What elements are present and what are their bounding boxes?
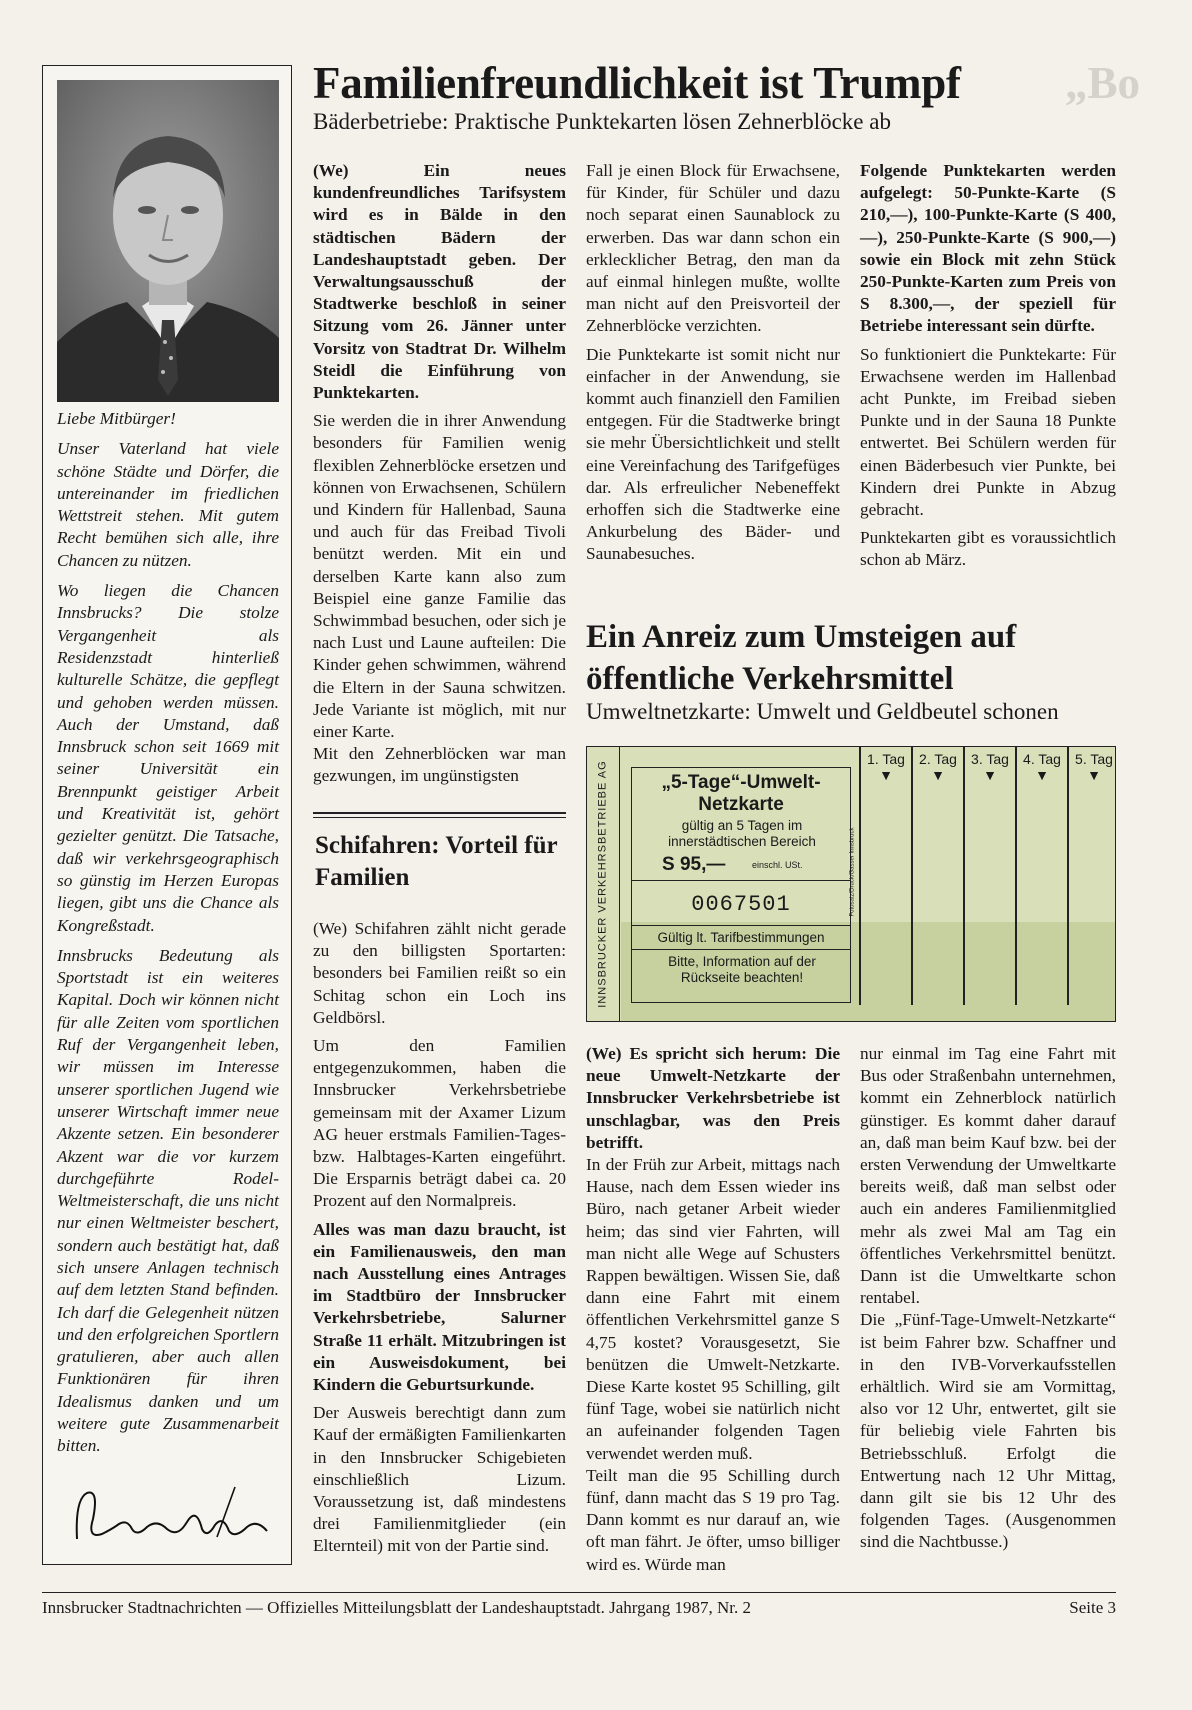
ticket-day-divider [859, 747, 861, 1005]
letter-paragraph: Wo liegen die Chancen Innsbrucks? Die stolze Vergangenheit als Residenzstadt hinterließ kulturelle Schätze, die gepflegt und gehoben werden müssen. Auch der Umstand, daß Innsbruck schon seit 1669 mit seiner Universität ein Brennpunkt geistiger Arbeit und Kreativität ist, gehört gezielter genützt. Die Tatsache, daß wir verkehrsgeographisch so günstig im Herzen Europas liegen, gibt uns die Chance als Kongreßstadt. [57, 581, 279, 935]
article1-body: Sie werden die in ihrer Anwendung besonders für Familien wenig flexiblen Zehnerblöcke ersetzen und können von Erwachsenen, Schülern und Kindern für Hallenbad, Sauna und auch für das Freibad Tivoli benützt werden. Mit ein und derselben Karte kann also zum Beispiel eine ganze Familie das Schwimmbad besuchen, oder sich je nach Lust und Laune aufteilen: Die Kinder gehen schwimmen, während die Eltern in der Sauna schwitzen. Jede Variante ist möglich, mit nur einer Karte. [313, 411, 566, 742]
article1-column3 [860, 160, 1116, 578]
article3-paragraph: nur einmal im Tag eine Fahrt mit Bus oder Straßenbahn unternehmen, kommt ein Zehnerblock natürlich günstiger. Es kommt daher darauf an, daß man beim Kauf bzw. bei der ersten Verwendung der Umweltkarte bereits weiß, daß man selbst oder auch ein anderes Familienmitglied mehr als zwei Mal am Tag ein öffentliches Verkehrsmittel benützt. Dann ist die Umweltkarte schon rentabel. [860, 1044, 1116, 1308]
ticket-day-fields [845, 747, 1117, 1021]
page-footer [42, 1597, 1116, 1619]
ticket-title: „5-Tage“-Umwelt-Netzkarte [661, 772, 821, 815]
footer-rule [42, 1592, 1116, 1593]
article1-paragraph: Die Punktekarte ist somit nicht nur einfacher in der Anwendung, sie kommt auch finanziell den Familien entgegen. Für die Stadtwerke bringt sie mehr Übersichtlichkeit und stellt eine Vereinfachung des Tarifgefüges dar. Als erfreulicher Nebeneffekt erhoffen sich die Stadtwerke eine Ankurbelung des Bäder- und Saunabesuches. [586, 344, 840, 564]
mayor-sidebar [42, 65, 292, 1565]
article2-paragraph: (We) Schifahren zählt nicht gerade zu den billigsten Sportarten: besonders bei Familien reißt so ein Schitag schon ein Loch ins Geldbörsl. [313, 919, 566, 1027]
article3-paragraph: In der Früh zur Arbeit, mittags nach Hause, nach dem Essen wieder ins Büro, nach getaner Arbeit wieder heim; das sind vier Fahrten, will man nicht alle Wege auf Schusters Rappen bewältigen. Wissen Sie, daß dann eine Fahrt mit einem öffentlichen Verkehrsmittel ganze S 4,75 kostet? Vorausgesetzt, Sie benützen die Umwelt-Netzkarte. Diese Karte kostet 95 Schilling, gilt fünf Tage, wobei sie natürlich nicht an aufeinander folgenden Tagen verwendet werden muß. [586, 1155, 840, 1463]
ticket-day-label: 5. Tag [1075, 751, 1113, 767]
ticket-day-label: 1. Tag [867, 751, 905, 767]
article1-lead: (We) Ein neues kundenfreundliches Tarifsystem wird es in Bälde in den städtischen Bädern der Landeshauptstadt geben. Der Verwaltungsausschuß der Stadtwerke beschloß in seiner Sitzung vom 26. Jänner unter Vorsitz von Stadtrat Dr. Wilhelm Steidl die Einführung von Punktekarten. [313, 161, 566, 403]
ticket-day-label: 3. Tag [971, 751, 1009, 767]
ticket-day-arrow-icon: ▼ [1087, 767, 1101, 783]
ghost-headline: „Bo [1065, 58, 1141, 108]
article2-paragraph: Der Ausweis berechtigt dann zum Kauf der ermäßigten Familienkarten in den Innsbrucker Schigebieten einschließlich Lizum. Voraussetzung ist, daß mindestens drei Familienmitglieder (ein Elternteil) mit von der Partie sind. [313, 1403, 566, 1556]
article1-paragraph: Fall je einen Block für Erwachsene, für Kinder, für Schüler und dazu noch separat einen Saunablock zu erwerben. Das war dann schon ein erklecklicher Betrag, den man da auf einmal hinlegen mußte, wollte man nicht auf den Preisvorteil der Zehnerblöcke verzichten. [586, 161, 840, 336]
letter-greeting: Liebe Mitbürger! [57, 409, 176, 428]
article3-column2 [860, 1043, 1116, 1560]
article2-paragraph: Um den Familien entgegenzukommen, haben die Innsbrucker Verkehrsbetriebe gemeinsam mit der Axamer Lizum AG heuer erstmals Familien-Tages- bzw. Halbtages-Karten eingeführt. Die Ersparnis beträgt dabei ca. 20 Prozent auf den Normalpreis. [313, 1036, 566, 1211]
ticket-price: S 95,— [662, 854, 726, 875]
article3-lead: (We) Es spricht sich herum: Die neue Umwelt-Netzkarte der Innsbrucker Verkehrsbetriebe ist unschlagbar, was den Preis betrifft. [586, 1044, 840, 1152]
divider [313, 812, 566, 814]
ticket-validity: gültig an 5 Tagen im innerstädtischen Bereich [668, 818, 816, 849]
ticket-day-divider [1015, 747, 1017, 1005]
ticket-printer: Fotosatz/Druck/Gasser Innsbruck [850, 827, 856, 917]
ticket-price-note: einschl. USt. [752, 860, 803, 870]
ticket-number: 0067501 [691, 892, 791, 917]
article1-body-continued: Mit den Zehnerblöcken war man gezwungen, im ungünstigsten [313, 744, 566, 786]
article1-column1 [313, 160, 566, 794]
ticket-day-divider [963, 747, 965, 1005]
article3-paragraph: Teilt man die 95 Schilling durch fünf, dann macht das S 19 pro Tag. Dann kommt es nur darauf an, wie oft man fährt. Je öfter, umso billiger wird es. Würde man [586, 1465, 840, 1574]
mayor-signature [57, 1479, 279, 1551]
punktekarten-prices: Folgende Punktekarten werden aufgelegt: 50-Punkte-Karte (S 210,—), 100-Punkte-Karte (S 400,—), 250-Punkte-Karte (S 900,—) sowie ein Block mit zehn Stück 250-Punkte-Karten zum Preis von S 8.300,—, der speziell für Betriebe interessant sein dürfte. [860, 161, 1116, 336]
divider [313, 817, 566, 818]
ticket-side-strip [587, 747, 619, 1021]
ticket-main-box [631, 767, 851, 1003]
page-number: Seite 3 [1069, 1598, 1116, 1617]
transit-subheadline: Umweltnetzkarte: Umwelt und Geldbeutel schonen [586, 699, 1059, 724]
ticket-info: Bitte, Information auf der Rückseite beachten! [668, 954, 816, 985]
mayor-portrait [57, 80, 279, 402]
ticket-day-arrow-icon: ▼ [931, 767, 945, 783]
footer-publication: Innsbrucker Stadtnachrichten — Offizielles Mitteilungsblatt der Landeshauptstadt. Jahrgang 1987, Nr. 2 [42, 1598, 751, 1617]
article1-paragraph: Punktekarten gibt es voraussichtlich schon ab März. [860, 528, 1116, 570]
article3-column1 [586, 1043, 840, 1582]
article2-paragraph: Alles was man dazu braucht, ist ein Familienausweis, den man nach Ausstellung eines Antrages im Stadtbüro der Innsbrucker Verkehrsbetriebe, Salurner Straße 11 erhält. Mitzubringen ist ein Ausweisdokument, bei Kindern die Geburtsurkunde. [313, 1219, 566, 1395]
article1-column2 [586, 160, 840, 572]
ticket-company: INNSBRUCKER VERKEHRSBETRIEBE AG [597, 760, 610, 1008]
ticket-day-arrow-icon: ▼ [983, 767, 997, 783]
umwelt-netzkarte-ticket [586, 746, 1116, 1022]
article2-body [313, 918, 566, 1564]
page-subheadline: Bäderbetriebe: Praktische Punktekarten lösen Zehnerblöcke ab [313, 109, 891, 134]
ski-headline: Schifahren: Vorteil für Familien [315, 832, 558, 891]
ticket-day-arrow-icon: ▼ [879, 767, 893, 783]
article3-paragraph: Die „Fünf-Tage-Umwelt-Netzkarte“ ist beim Fahrer bzw. Schaffner und in den IVB-Vorverkaufsstellen erhältlich. Wird sie am Vormittag, also vor 12 Uhr, entwertet, gilt sie für beliebig viele Fahrten bis Betriebsschluß. Erfolgt die Entwertung nach 12 Uhr Mittag, dann gilt sie bis 12 Uhr des folgenden Tages. (Ausgenommen sind die Nachtbusse.) [860, 1310, 1116, 1552]
page-headline: Familienfreundlichkeit ist Trumpf [313, 58, 961, 108]
article1-paragraph: So funktioniert die Punktekarte: Für Erwachsene werden im Hallenbad acht Punkte, im Freibad sieben Punkte und in der Sauna 18 Punkte entwertet. Bei Schülern werden für einen Bäderbesuch vier Punkte, bei Kindern drei Punkte in Abzug gebracht. [860, 344, 1116, 520]
ticket-day-divider [1067, 747, 1069, 1005]
transit-headline: Ein Anreiz zum Umsteigen auf öffentliche Verkehrsmittel [586, 619, 1017, 697]
ticket-day-arrow-icon: ▼ [1035, 767, 1049, 783]
letter-paragraph: Unser Vaterland hat viele schöne Städte und Dörfer, die untereinander im friedlichen Wettstreit stehen. Mit gutem Recht bemühen sich alle, ihre Chancen zu nützen. [57, 439, 279, 570]
mayor-letter [57, 408, 279, 1466]
ticket-day-divider [911, 747, 913, 1005]
letter-paragraph: Innsbrucks Bedeutung als Sportstadt ist ein weiteres Kapital. Doch wir können nicht für alle Zeiten vom sportlichen Ruf der Vergangenheit leben, wir müssen im Interesse unserer sportlichen Jugend wie unserer Wirtschaft immer neue Akzente setzen. Ein besonderer Akzent war die vor kurzem durchgeführte Rodel-Weltmeisterschaft, die uns nicht nur einen Weltmeister beschert, sondern auch bestätigt hat, daß sich unsere Anlagen technisch auf dem letzten Stand befinden. Ich darf die Gelegenheit nützen und den erfolgreichen Sportlern gratulieren, aber auch allen Funktionären für ihren Idealismus danken und um weitere gute Zusammenarbeit bitten. [57, 945, 279, 1456]
ticket-tariff-note: Gültig lt. Tarifbestimmungen [657, 930, 825, 945]
ticket-day-label: 2. Tag [919, 751, 957, 767]
ticket-day-label: 4. Tag [1023, 751, 1061, 767]
